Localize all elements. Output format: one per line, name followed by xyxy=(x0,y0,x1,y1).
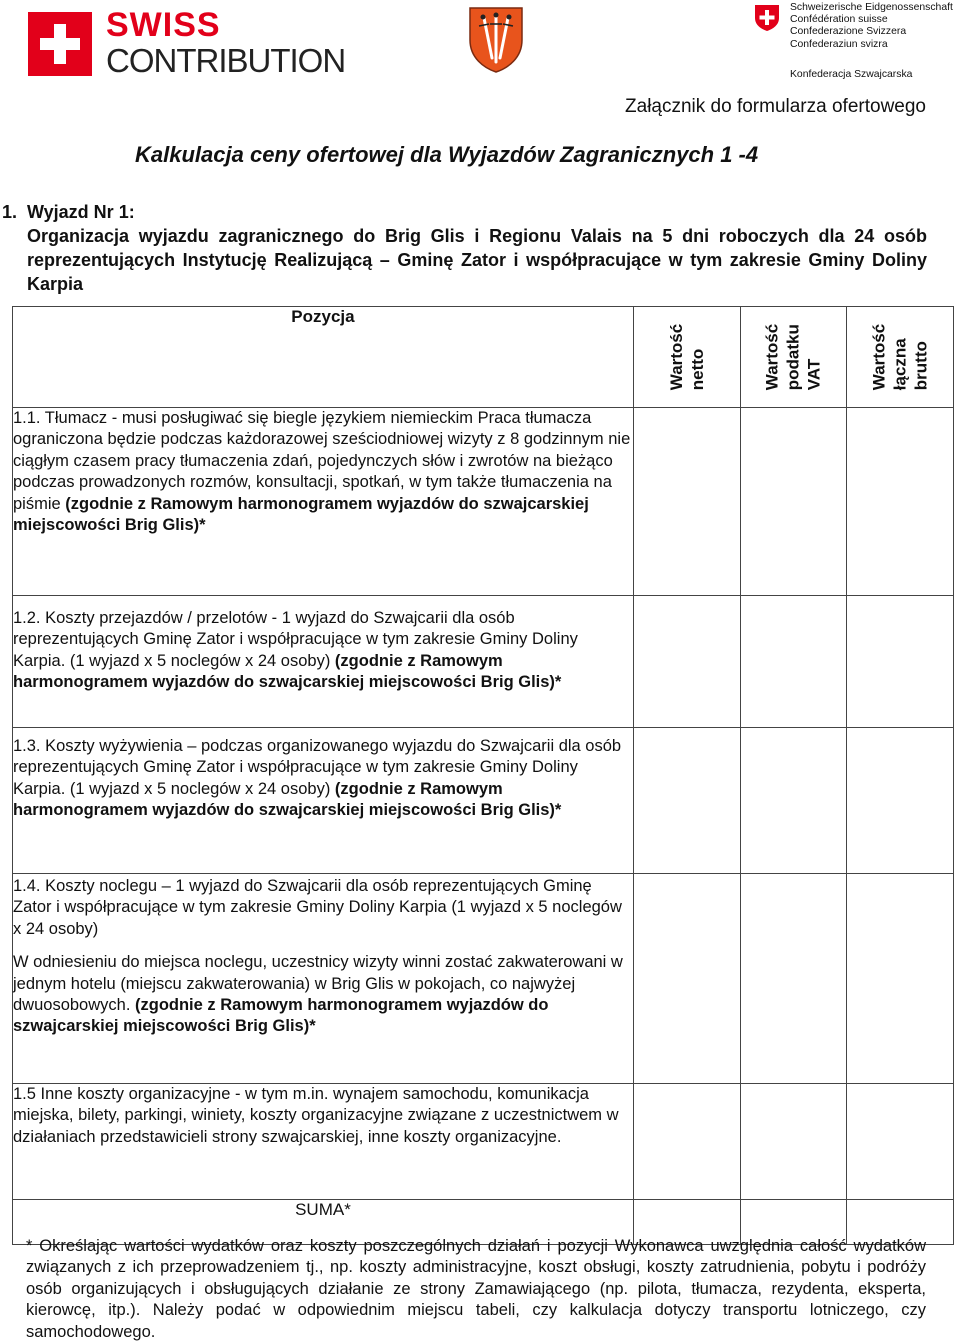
header-net-value xyxy=(633,307,740,408)
table-row xyxy=(13,596,954,728)
header-vat-line2: podatku xyxy=(783,324,803,391)
row-text: 1.1. Tłumacz - musi posługiwać się biegle językiem niemieckim Praca tłumacza ograniczona będzie podczas każdorazowej sześciodniowej wizyty z 8 godzinnym nie ciągłym czasem pracy tłumaczenia zdań, pojedynczych słów i zwrotów na bieżąco podczas prowadzonych rozmów, konsultacji, spotkań, w tym także tłumaczenia na piśmie xyxy=(13,409,631,513)
swiss-confederation-logo xyxy=(752,2,960,84)
row-1-1-description xyxy=(13,408,634,596)
row-1-5-description xyxy=(13,1084,634,1200)
gross-value-cell[interactable] xyxy=(847,596,954,728)
row-1-3-description xyxy=(13,728,634,874)
vat-value-cell[interactable] xyxy=(740,1084,847,1200)
net-value-cell[interactable] xyxy=(633,728,740,874)
section-number: 1. xyxy=(2,202,18,222)
header-net-line2: netto xyxy=(687,348,707,391)
net-value-cell[interactable] xyxy=(633,596,740,728)
row-text: 1.4. Koszty noclegu – 1 wyjazd do Szwajcarii dla osób reprezentujących Gminę Zator i współpracujące w tym zakresie Gminy Doliny Karpia (1 wyjazd x 5 noclegów x 24 osoby) xyxy=(13,877,622,938)
gross-value-cell[interactable] xyxy=(847,874,954,1084)
header-gross-line3: brutto xyxy=(911,341,931,391)
sum-label: SUMA* xyxy=(295,1200,351,1219)
table-row xyxy=(13,1084,954,1200)
row-text-accommodation: W odniesieniu do miejsca noclegu, uczestnicy wizyty winni zostać zakwaterowani w jednym hotelu (miejscu zakwaterowania) w Brig Glis w pokojach, co najwyżej dwuosobowych. xyxy=(13,953,623,1015)
header-position: Pozycja xyxy=(13,307,634,408)
table-header-row xyxy=(13,307,954,408)
header-gross-line2: łączna xyxy=(890,338,910,391)
vat-value-cell[interactable] xyxy=(740,874,847,1084)
net-value-cell[interactable] xyxy=(633,408,740,596)
swiss-contribution-logo xyxy=(28,8,348,80)
logo-text-contribution: CONTRIBUTION xyxy=(106,42,346,79)
header-gross-line1: Wartość xyxy=(869,323,889,391)
confederation-names xyxy=(790,2,953,51)
vat-value-cell[interactable] xyxy=(740,408,847,596)
calculation-table xyxy=(12,306,954,1245)
confederation-name-it: Confederazione Svizzera xyxy=(790,26,907,38)
row-bold-note: (zgodnie z Ramowym harmonogramem wyjazdów do szwajcarskiej miejscowości Brig Glis)* xyxy=(13,494,589,535)
vat-value-cell[interactable] xyxy=(740,728,847,874)
page-title: Kalkulacja ceny ofertowej dla Wyjazdów Zagranicznych 1 -4 xyxy=(135,142,759,167)
row-text: 1.5 Inne koszty organizacyjne - w tym m.in. wynajem samochodu, komunikacja miejska, bilety, parkingi, winiety, koszty organizacyjne związane z uczestnictwem w działaniach przedstawicieli strony szwajcarskiej, inne koszty organizacyjne. xyxy=(13,1085,619,1146)
section-description: Organizacja wyjazdu zagranicznego do Brig Glis i Regionu Valais na 5 dni roboczych dla 24 osób reprezentujących Instytucję Realizującą – Gminę Zator i współpracujące w tym zakresie Gminy Doliny Karpia xyxy=(27,226,927,294)
swiss-shield-icon xyxy=(754,4,780,32)
confederation-name-de: Schweizerische Eidgenossenschaft xyxy=(790,2,953,13)
vat-value-cell[interactable] xyxy=(740,596,847,728)
swiss-cross-icon xyxy=(28,12,92,76)
row-bold-note: (zgodnie z Ramowym harmonogramem wyjazdów do szwajcarskiej miejscowości Brig Glis)* xyxy=(13,651,562,692)
row-text: 1.3. Koszty wyżywienia – podczas organizowanego wyjazdu do Szwajcarii dla osób reprezentujących Gminę Zator i współpracujące w tym zakresie Gminy Doliny Karpia. (1 wyjazd x 5 noclegów x 24 osoby) xyxy=(13,737,622,798)
header-vat-line1: Wartość xyxy=(762,323,782,391)
logo-text-swiss: SWISS xyxy=(106,6,221,44)
annex-label: Załącznik do formularza ofertowego xyxy=(625,96,926,117)
net-value-cell[interactable] xyxy=(633,874,740,1084)
net-value-cell[interactable] xyxy=(633,1084,740,1200)
confederation-name-pl: Konfederacja Szwajcarska xyxy=(790,69,913,80)
row-bold-note: (zgodnie z Ramowym harmonogramem wyjazdów do szwajcarskiej miejscowości Brig Glis)* xyxy=(13,779,562,820)
confederation-name-rm: Confederaziun svizra xyxy=(790,38,888,50)
header-vat-value xyxy=(740,307,847,408)
row-text: 1.2. Koszty przejazdów / przelotów - 1 wyjazd do Szwajcarii dla osób reprezentujących Gminę Zator i współpracujące w tym zakresie Gminy Doliny Karpia. (1 wyjazd x 5 noclegów x 24 osoby) xyxy=(13,609,578,670)
header-gross-value xyxy=(847,307,954,408)
confederation-name-fr: Confédération suisse xyxy=(790,14,888,26)
footnote: * Określając wartości wydatków oraz koszty poszczególnych działań i pozycji Wykonawca uwzględnia całość wydatków związanych z ich przeprowadzeniem tj., np. koszty administracyjne, koszt obsługi, koszty zatrudnienia, pobytu i podróży osób organizujących i obsługujących działanie ze strony Zamawiającego (np. pilota, tłumacza, rezydenta, eksperta, kierowcę, itp.). Należy podać w odpowiednim miejscu tabeli, czy kalkulacja dotyczy transportu lotniczego, czy samochodowego. xyxy=(26,1237,926,1341)
header-net-line1: Wartość xyxy=(666,323,686,391)
gross-value-cell[interactable] xyxy=(847,1084,954,1200)
row-bold-note: (zgodnie z Ramowym harmonogramem wyjazdów do szwajcarskiej miejscowości Brig Glis)* xyxy=(13,996,549,1036)
gross-value-cell[interactable] xyxy=(847,728,954,874)
table-row xyxy=(13,728,954,874)
zator-coat-of-arms-icon xyxy=(468,6,524,74)
header-vat-line3: VAT xyxy=(804,358,824,391)
gross-value-cell[interactable] xyxy=(847,408,954,596)
row-1-2-description xyxy=(13,596,634,728)
section-subtitle: Wyjazd Nr 1: xyxy=(27,202,135,222)
table-row xyxy=(13,874,954,1084)
table-row xyxy=(13,408,954,596)
row-1-4-description xyxy=(13,874,634,1084)
